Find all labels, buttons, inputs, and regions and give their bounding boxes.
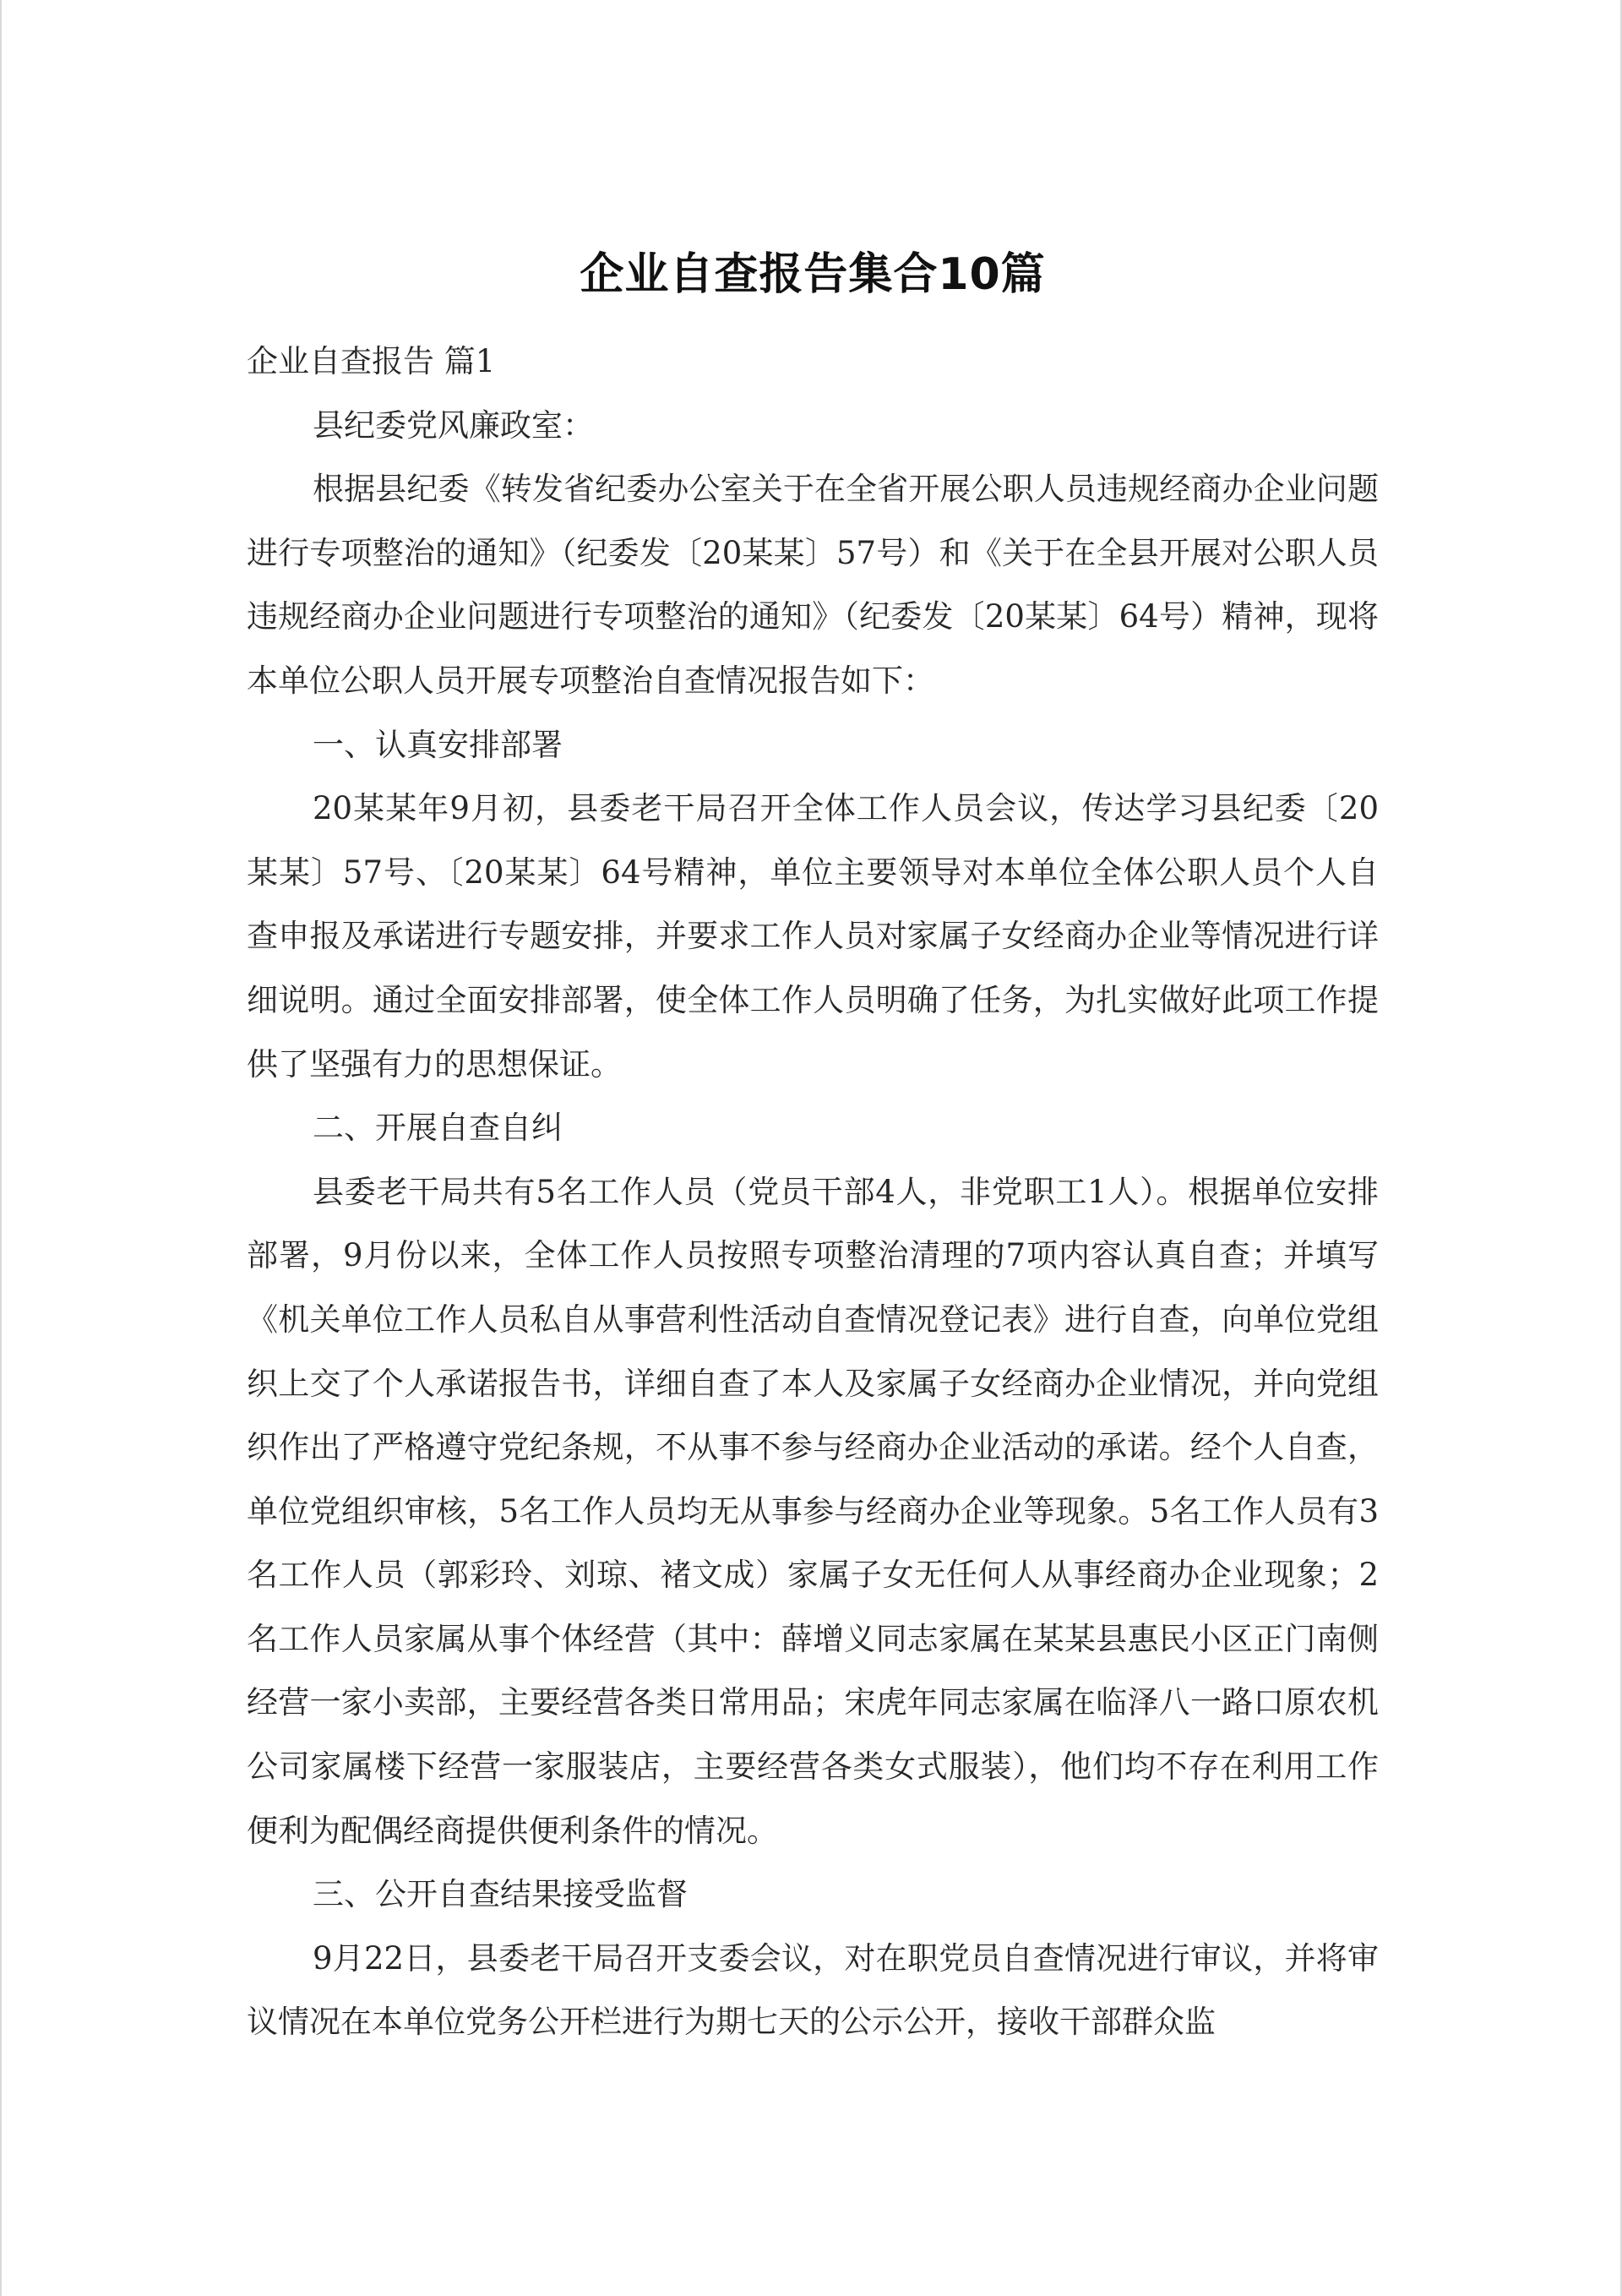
paragraph: 县委老干局共有5名工作人员（党员干部4人，非党职工1人）。根据单位安排部署，9月份以来，全体工作人员按照专项整治清理的7项内容认真自查；并填写《机关单位工作人员私自从事营利性活动自查情况登记表》进行自查，向单位党组织上交了个人承诺报告书，详细自查了本人及家属子女经商办企业情况，并向党组织作出了严格遵守党纪条规，不从事不参与经商办企业活动的承诺。经个人自查，单位党组织审核，5名工作人员均无从事参与经商办企业等现象。5名工作人员有3名工作人员（郭彩玲、刘琼、褚文成）家属子女无任何人从事经商办企业现象；2名工作人员家属从事个体经营（其中：薛增义同志家属在某某县惠民小区正门南侧经营一家小卖部，主要经营各类日常用品；宋虎年同志家属在临泽八一路口原农机公司家属楼下经营一家服装店，主要经营各类女式服装），他们均不存在利用工作便利为配偶经商提供便利条件的情况。: [247, 1173, 1379, 1849]
paragraph: 9月22日，县委老干局召开支委会议，对在职党员自查情况进行审议，并将审议情况在本单位党务公开栏进行为期七天的公示公开，接收干部群众监: [247, 1939, 1379, 2041]
paragraph: 20某某年9月初，县委老干局召开全体工作人员会议，传达学习县纪委〔20某某〕57号、〔20某某〕64号精神，单位主要领导对本单位全体公职人员个人自查申报及承诺进行专题安排，并要求工作人员对家属子女经商办企业等情况进行详细说明。通过全面安排部署，使全体工作人员明确了任务，为扎实做好此项工作提供了坚强有力的思想保证。: [247, 790, 1379, 1083]
section-heading: 企业自查报告 篇1: [247, 343, 496, 379]
document-title: 企业自查报告集合10篇: [580, 249, 1046, 300]
document-body: [247, 330, 1379, 2054]
subheading: 三、公开自查结果接受监督: [313, 1876, 688, 1913]
salutation: 县纪委党风廉政室：: [313, 406, 594, 444]
paragraph: 根据县纪委《转发省纪委办公室关于在全省开展公职人员违规经商办企业问题进行专项整治的通知》（纪委发〔20某某〕57号）和《关于在全县开展对公职人员违规经商办企业问题进行专项整治的通知》（纪委发〔20某某〕64号）精神，现将本单位公职人员开展专项整治自查情况报告如下：: [247, 471, 1379, 699]
subheading: 一、认真安排部署: [313, 726, 563, 763]
subheading: 二、开展自查自纠: [313, 1110, 563, 1147]
